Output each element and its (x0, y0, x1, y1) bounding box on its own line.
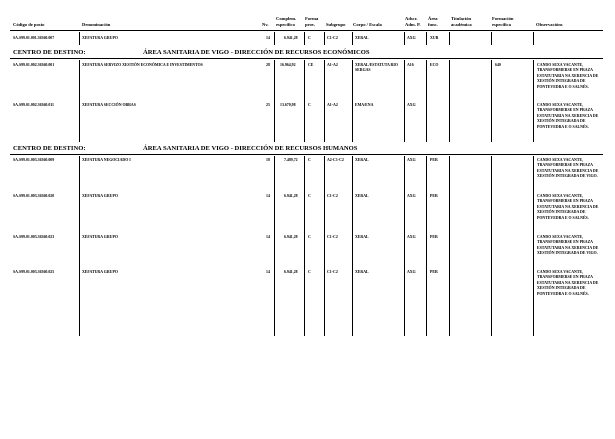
col-forma-header-2: prov. (305, 22, 315, 27)
adscr-cell: AXG (407, 158, 416, 162)
col-complem-header-1: Complem. (276, 16, 297, 21)
col-formacion-header-2: específica (492, 22, 511, 27)
corpo-cell: XERAL (355, 235, 369, 239)
observaciones-cell: CANDO SEXA VACANTE, TRANSFORMERSE EN PRAZA ESTATUTARIA NA XERENCIA DE XESTIÓN INTEGRADA DE PONTEVEDRA E O SALNÉS. (537, 270, 599, 296)
niv-cell: 18 (266, 158, 270, 162)
adscr-cell: A16 (407, 63, 414, 67)
denominacion-cell: XEFATURA GRUPO (82, 36, 118, 40)
col-area-header-2: func. (428, 22, 438, 27)
corpo-cell: XERAL (355, 194, 369, 198)
codigo-cell: SA.S99.01.003.36360.009 (13, 158, 55, 162)
col-codigo-header: Código de posto (13, 22, 45, 27)
niv-cell: 25 (266, 103, 270, 107)
col-titulacion-header-2: académica (451, 22, 472, 27)
centro-destino-name: ÁREA SANITARIA DE VIGO - DIRECCIÓN DE RECURSOS HUMANOS (143, 145, 358, 152)
corpo-cell: XERAL (355, 36, 369, 40)
section-rule (10, 58, 603, 59)
niv-cell: 14 (266, 235, 270, 239)
subgrupo-cell: C1-C2 (327, 270, 338, 274)
col-denominacion-header: Denominación (82, 22, 111, 27)
subgrupo-cell: C1-C2 (327, 194, 338, 198)
col-formacion-header-1: Formación (492, 16, 514, 21)
observaciones-cell: CANDO SEXA VACANTE, TRANSFORMERSE EN PRAZA ESTATUTARIA NA XERENCIA DE XESTIÓN INTEGRADA DE PONTEVEDRA E O SALNÉS. (537, 63, 599, 89)
complem-cell: 13.670,98 (280, 103, 296, 107)
col-titulacion-header-1: Titulación (451, 16, 472, 21)
complem-cell: 16.964,92 (280, 63, 296, 67)
observaciones-cell: CANDO SEXA VACANTE, TRANSFORMERSE EN PRAZA ESTATUTARIA NA XERENCIA DE XESTIÓN INTEGRADA DE VIGO. (537, 158, 599, 179)
forma-cell: C (308, 36, 311, 40)
col-adscr-header-1: Adscr. (405, 16, 418, 21)
niv-cell: 28 (266, 63, 270, 67)
area-cell: ECO (430, 63, 439, 67)
codigo-cell: SA.S99.01.002.36360.011 (13, 103, 54, 107)
adscr-cell: AXG (407, 270, 416, 274)
forma-cell: C (308, 158, 311, 162)
codigo-cell: SA.S99.01.003.36360.023 (13, 235, 55, 239)
corpo-cell: XERAL/ESTATUTA RIO SERGAS (355, 63, 398, 73)
codigo-cell: SA.S99.01.001.36360.007 (13, 36, 55, 40)
denominacion-cell: XEFATURA SECCIÓN OBRAS (82, 103, 136, 107)
niv-cell: 14 (266, 194, 270, 198)
subgrupo-cell: C1-C2 (327, 235, 338, 239)
observaciones-cell: CANDO SEXA VACANTE, TRANSFORMERSE EN PRAZA ESTATUTARIA NA XERENCIA DE XESTIÓN INTEGRADA DE PONTEVEDRA E O SALNÉS. (537, 103, 599, 129)
area-cell: PER (430, 194, 438, 198)
complem-cell: 7.489,72 (284, 158, 298, 162)
codigo-cell: SA.S99.01.003.36360.025 (13, 270, 55, 274)
area-cell: PER (430, 270, 438, 274)
col-corpo-header: Corpo / Escala (353, 22, 382, 27)
forma-cell: C (308, 194, 311, 198)
forma-cell: C (308, 103, 311, 107)
area-cell: PER (430, 235, 438, 239)
corpo-cell: XERAL (355, 270, 369, 274)
col-area-header-1: Área (428, 16, 438, 21)
forma-cell: C (308, 270, 311, 274)
header-rule (10, 30, 603, 31)
denominacion-cell: XEFATURA NEGOCIADO I (82, 158, 131, 162)
col-niv-header: Nv. (262, 22, 269, 27)
centro-destino-label: CENTRO DE DESTINO: (13, 49, 86, 56)
complem-cell: 6.941,28 (284, 270, 298, 274)
denominacion-cell: XEFATURA GRUPO (82, 194, 118, 198)
subgrupo-cell: A1-A2 (327, 63, 338, 67)
codigo-cell: SA.S99.01.003.36360.020 (13, 194, 55, 198)
niv-cell: 14 (266, 36, 270, 40)
forma-cell: C (308, 235, 311, 239)
complem-cell: 6.941,28 (284, 235, 298, 239)
observaciones-cell: CANDO SEXA VACANTE, TRANSFORMERSE EN PRAZA ESTATUTARIA NA XERENCIA DE XESTIÓN INTEGRADA DE PONTEVEDRA E O SALNÉS. (537, 194, 599, 220)
forma-cell: CE (308, 63, 314, 67)
complem-cell: 6.941,28 (284, 36, 298, 40)
niv-cell: 14 (266, 270, 270, 274)
subgrupo-cell: C1-C2 (327, 36, 338, 40)
adscr-cell: AXG (407, 103, 416, 107)
subgrupo-cell: A1-A2 (327, 103, 338, 107)
section-rule (10, 154, 603, 155)
observaciones-cell: CANDO SEXA VACANTE, TRANSFORMERSE EN PRAZA ESTATUTARIA NA XERENCIA DE XESTIÓN INTEGRADA DE VIGO. (537, 235, 599, 256)
col-adscr-header-2: Adm. P. (405, 22, 421, 27)
denominacion-cell: XEFATURA SERVIZO XESTIÓN ECONÓMICA E INVESTIMENTOS (82, 63, 203, 67)
col-observaciones-header: Observacións (536, 22, 563, 27)
formacion-cell: 640 (495, 63, 501, 67)
area-cell: PER (430, 158, 438, 162)
corpo-cell: XERAL (355, 158, 369, 162)
denominacion-cell: XEFATURA GRUPO (82, 235, 118, 239)
subgrupo-cell: A2-C1-C2 (327, 158, 344, 162)
complem-cell: 6.941,28 (284, 194, 298, 198)
adscr-cell: AXG (407, 235, 416, 239)
codigo-cell: SA.S99.01.002.36360.001 (13, 63, 55, 67)
adscr-cell: AXG (407, 36, 416, 40)
col-complem-header-2: específico (276, 22, 295, 27)
col-forma-header-1: Forma (305, 16, 319, 21)
corpo-cell: EMA/ENA (355, 103, 374, 107)
centro-destino-label: CENTRO DE DESTINO: (13, 145, 86, 152)
centro-destino-name: ÁREA SANITARIA DE VIGO - DIRECCIÓN DE RECURSOS ECONÓMICOS (143, 49, 370, 56)
denominacion-cell: XEFATURA GRUPO (82, 270, 118, 274)
adscr-cell: AXG (407, 194, 416, 198)
col-subgrupo-header: Subgrupo (326, 22, 346, 27)
area-cell: XUR (430, 36, 439, 40)
